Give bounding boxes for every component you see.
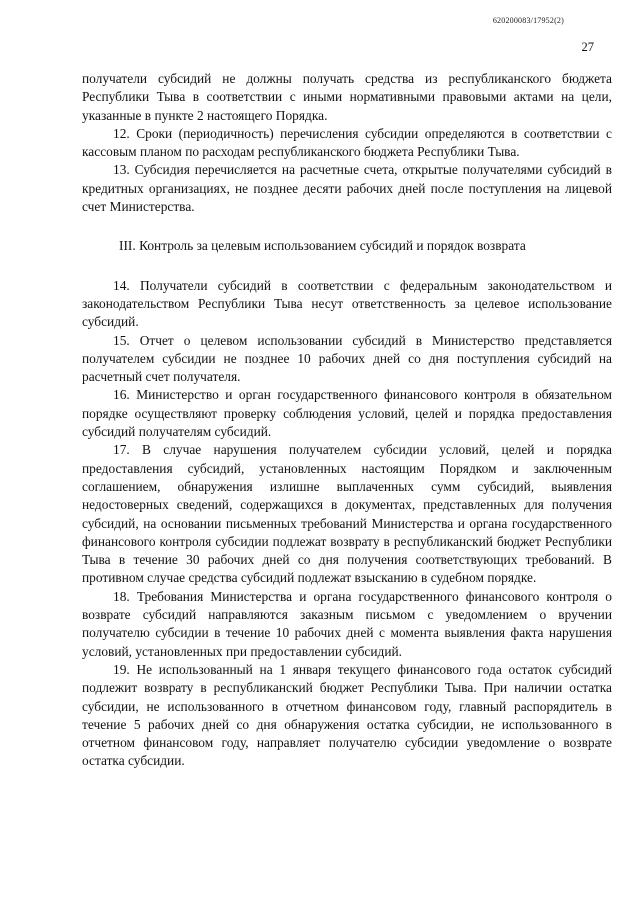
paragraph-18: 18. Требования Министерства и органа государственного финансового контроля о возврате субсидий направляются заказным письмом с уведомлением о вручении получателю субсидии в течение 10 рабочих дней с момента выявления факта нарушения условий, установленных при предоставлении субсидий.: [82, 588, 612, 659]
paragraph-14: 14. Получатели субсидий в соответствии с федеральным законодательством и законодательством Республики Тыва несут ответственность за целевое использование субсидий.: [82, 277, 612, 330]
section-heading: III. Контроль за целевым использованием субсидий и порядок возврата: [119, 238, 526, 254]
paragraph-17: 17. В случае нарушения получателем субсидии условий, целей и порядка предоставления субсидий, установленных настоящим Порядком и заключенным соглашением, обнаружения излишне выплаченных сумм субсидий, выявления недостоверных сведений, содержащихся в документах, представленных для получения субсидий, на основании письменных требований Министерства и органа государственного финансового контроля субсидии подлежат возврату в республиканский бюджет Республики Тыва в течение 30 рабочих дней со дня получения соответствующих требований. В противном случае средства субсидий подлежат взысканию в судебном порядке.: [82, 442, 612, 586]
paragraph-15: 15. Отчет о целевом использовании субсидий в Министерство представляется получателем субсидии не позднее 10 рабочих дней со дня поступления субсидий на расчетный счет получателя.: [82, 332, 612, 385]
paragraph-12: 12. Сроки (периодичность) перечисления субсидии определяются в соответствии с кассовым планом по расходам республиканского бюджета Республики Тыва.: [82, 125, 612, 160]
document-id: 620200083/17952(2): [492, 16, 564, 25]
paragraph-13: 13. Субсидия перечисляется на расчетные счета, открытые получателями субсидий в кредитных организациях, не позднее десяти рабочих дней после поступления на лицевой счет Министерства.: [82, 162, 612, 215]
paragraph-16: 16. Министерство и орган государственного финансового контроля в обязательном порядке осуществляют проверку соблюдения условий, целей и порядка предоставления субсидий получателям субсидий.: [82, 387, 612, 440]
paragraph-19: 19. Не использованный на 1 января текущего финансового года остаток субсидий подлежит возврату в республиканский бюджет Республики Тыва. При наличии остатка субсидии, не использованного в отчетном финансовом году, главный распорядитель в течение 5 рабочих дней со дня обнаружения остатка субсидии, не использованного в отчетном финансовом году, направляет получателю субсидии уведомление о возврате остатка субсидии.: [82, 661, 612, 769]
document-body: [82, 70, 612, 771]
paragraph-continuation: получатели субсидий не должны получать средства из республиканского бюджета Республики Тыва в соответствии с иными нормативными правовыми актами на цели, указанные в пункте 2 настоящего Порядка.: [82, 71, 612, 123]
page-number: 27: [581, 40, 594, 54]
